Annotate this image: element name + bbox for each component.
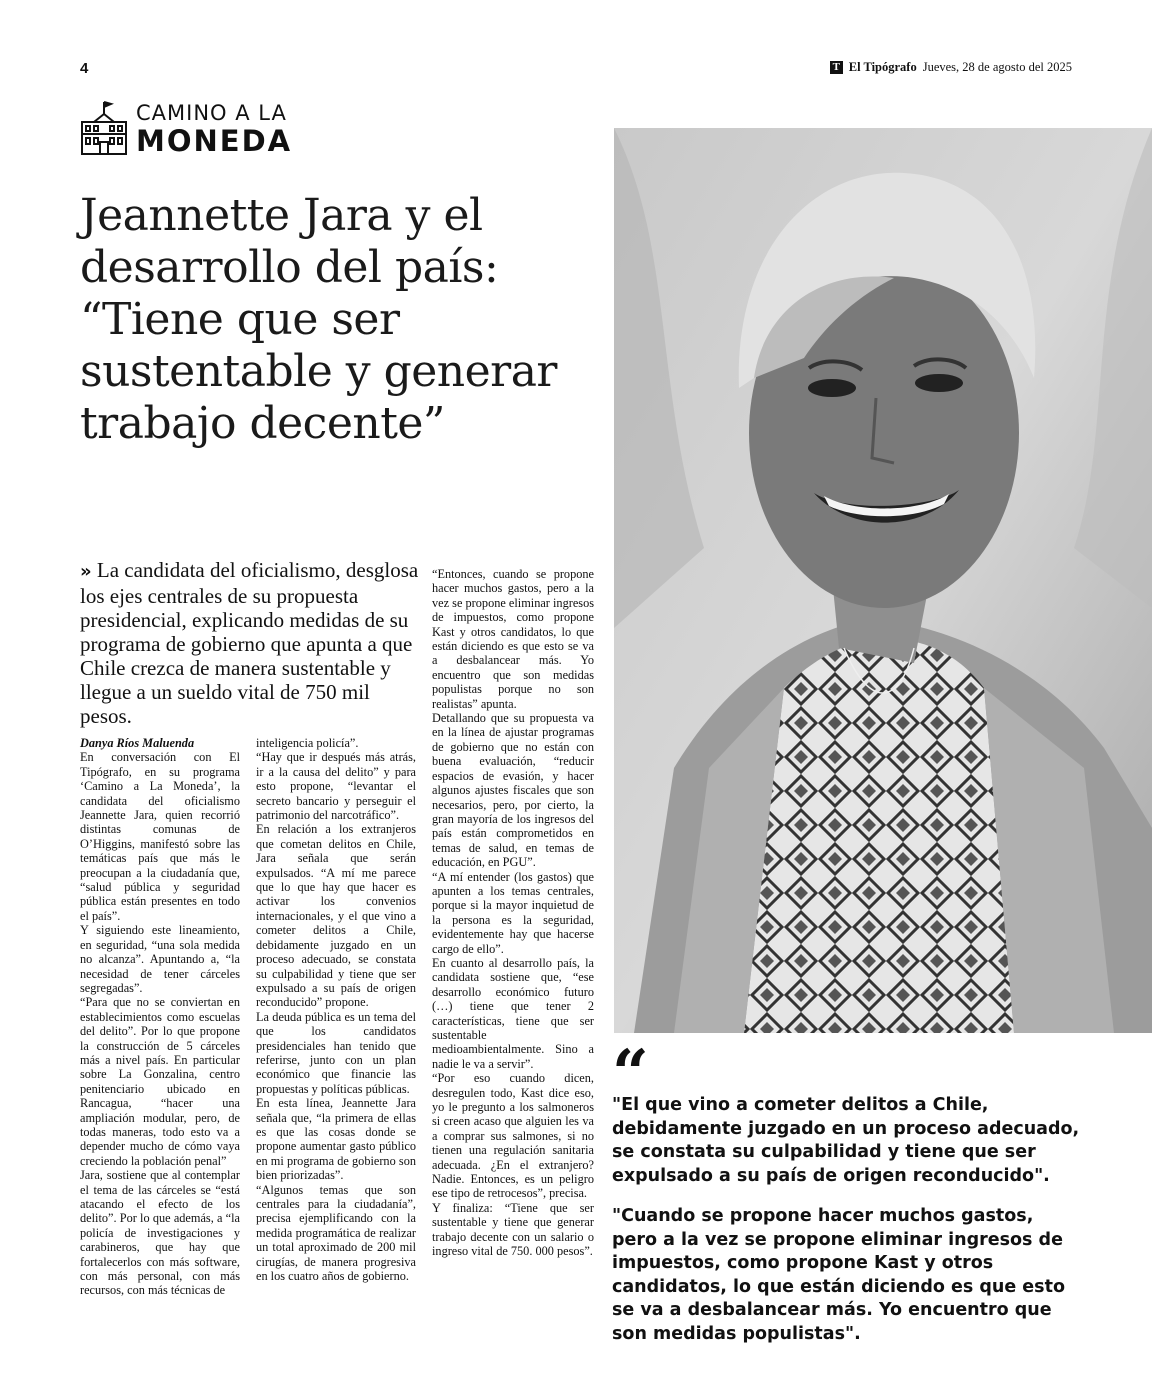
paragraph: “Hay que ir después más atrás, ir a la causa del delito” y para esto propone, “levantar el secreto bancario y perseguir el patrimonio del narcotráfico”.: [256, 750, 416, 823]
paper-name: El Tipógrafo: [848, 60, 917, 74]
paragraph: “Entonces, cuando se propone hacer muchos gastos, pero a la vez se propone eliminar ingresos de impuestos, como propone Kast y otros candidatos, lo que están diciendo es que esto se va a desbalancear más. Yo encuentro que son medidas populistas porque no son realistas” apunta.: [432, 567, 594, 711]
paragraph: Jara, sostiene que al contemplar el tema de las cárceles se “está atacando el efecto de los delito”. Por lo que además, a “la policía de investigaciones y carabineros, que hay que fortalecerlos con más software, con más personal, con más recursos, con más técnicas de: [80, 1168, 240, 1298]
article-column-2: [256, 736, 416, 1283]
portrait-illustration: [614, 128, 1152, 1033]
headline: Jeannette Jara y el desarrollo del país: “Tiene que ser sustentable y generar trabajo decente”: [80, 190, 557, 449]
paragraph: En relación a los extranjeros que cometan delitos en Chile, Jara señala que serán expulsados. “A mí me parece que lo que hay que hacer es activar los convenios internacionales, y el que vino a cometer delitos a Chile, debidamente juzgado en un proceso adecuado, se constata su culpabilidad y tiene que ser expulsado a su país de origen reconducido” propone.: [256, 822, 416, 1010]
paragraph: Detallando que su propuesta va en la línea de ajustar programas de gobierno que no están con buena evaluación, “reducir espacios de evasión, y hacer algunos ajustes fiscales que son necesarios, pero, por cierto, la gran mayoría de los ingresos del país están comprometidos en temas de salud, en temas de educación, en PGU”.: [432, 711, 594, 870]
paragraph: En esta línea, Jeannette Jara señala que, “la primera de ellas es que las cosas donde se propone aumentar gasto público en mi programa de gobierno son bien priorizadas”.: [256, 1096, 416, 1183]
paper-logo: T: [830, 61, 843, 74]
paragraph: En cuanto al desarrollo país, la candidata sostiene que, “ese desarrollo económico futuro (…) tiene que tener 2 características, tiene que ser sustentable medioambientalmente. Sino a nadie le va a servir”.: [432, 955, 594, 1071]
section-line-2: MONEDA: [136, 124, 293, 158]
paragraph: “Por eso cuando dicen, desregulen todo, Kast dice eso, yo le pregunto a los salmoneros si creen acaso que alguien les va a comprar sus salmones, si no tienen una regulación sanitaria adecuada. ¿En el extranjero? Nadie. Entonces, es un peligro ese tipo de retrocesos”, precisa.: [432, 1071, 594, 1201]
paragraph: Y finaliza: “Tiene que ser sustentable y tiene que generar trabajo decente con un salario o ingreso vital de 750. 000 pesos”.: [432, 1200, 594, 1259]
lede-text: La candidata del oficialismo, desglosa los ejes centrales de su propuesta presidencial, explicando medidas de su programa de gobierno que apunta a que Chile crezca de manera sustentable y llegue a un sueldo vital de 750 mil pesos.: [80, 558, 419, 728]
section-line-1: CAMINO A LA: [136, 101, 287, 125]
paragraph: Y siguiendo este lineamiento, en seguridad, “una sola medida no alcanza”. Apuntando a, “la necesidad de tener cárceles segregadas”.: [80, 923, 240, 995]
paragraph: La deuda pública es un tema del que los candidatos presidenciales han tenido que referirse, junto con un plan económico que financie las propuestas y políticas públicas.: [256, 1009, 416, 1096]
pull-quote-1: "El que vino a cometer delitos a Chile, debidamente juzgado en un proceso adecuado, se constata su culpabilidad y tiene que ser expulsado a su país de origen reconducido".: [612, 1095, 1080, 1186]
lede: [80, 558, 420, 728]
paragraph: En conversación con El Tipógrafo, en su programa ‘Camino a La Moneda’, la candidata del oficialismo Jeannette Jara, quien recorrió distintas comunas de O’Higgins, manifestó sobre las temáticas país que más le preocupan a la ciudadanía que, “salud pública y seguridad pública están presentes en todo el país”.: [80, 750, 240, 923]
building-icon: [80, 100, 128, 156]
page-number: 4: [80, 60, 89, 77]
paragraph: inteligencia policía”.: [256, 736, 359, 750]
candidate-photo: [614, 128, 1152, 1033]
paragraph: “A mí entender (los gastos) que apunten a los temas centrales, porque si la mayor inquietud de la persona es la seguridad, evidentemente hay que hacerse cargo de ello”.: [432, 869, 594, 956]
paragraph: “Para que no se conviertan en establecimientos como escuelas del delito”. Por lo que propone la construcción de 5 cárceles más a nivel país. En particular sobre La Gonzalina, centro penitenciario ubicado en Rancagua, “hacer una ampliación modular, pero, de todas maneras, todo esto va a depender mucho de cómo vaya creciendo la población penal”: [80, 995, 240, 1168]
quote-mark-icon: “: [612, 1036, 649, 1111]
pull-quote-2: "Cuando se propone hacer muchos gastos, pero a la vez se propone eliminar ingresos de impuestos, como propone Kast y otros candidatos, lo que están diciendo es que esto se va a desbalancear más. Yo encuentro que son medidas populistas".: [612, 1206, 1065, 1344]
issue-date: Jueves, 28 de agosto del 2025: [922, 60, 1072, 74]
byline: Danya Ríos Maluenda: [80, 736, 195, 750]
paragraph: “Algunos temas que son centrales para la ciudadanía”, precisa ejemplificando con la medida programática de realizar un total aproximado de 200 mil cirugías, de manera progresiva en los cuatro años de gobierno.: [256, 1182, 416, 1284]
article-column-1: [80, 736, 240, 1298]
article-column-3: [432, 567, 594, 1259]
lede-marker-icon: »: [80, 561, 92, 582]
masthead: [830, 60, 1072, 75]
section-label: [80, 100, 292, 156]
